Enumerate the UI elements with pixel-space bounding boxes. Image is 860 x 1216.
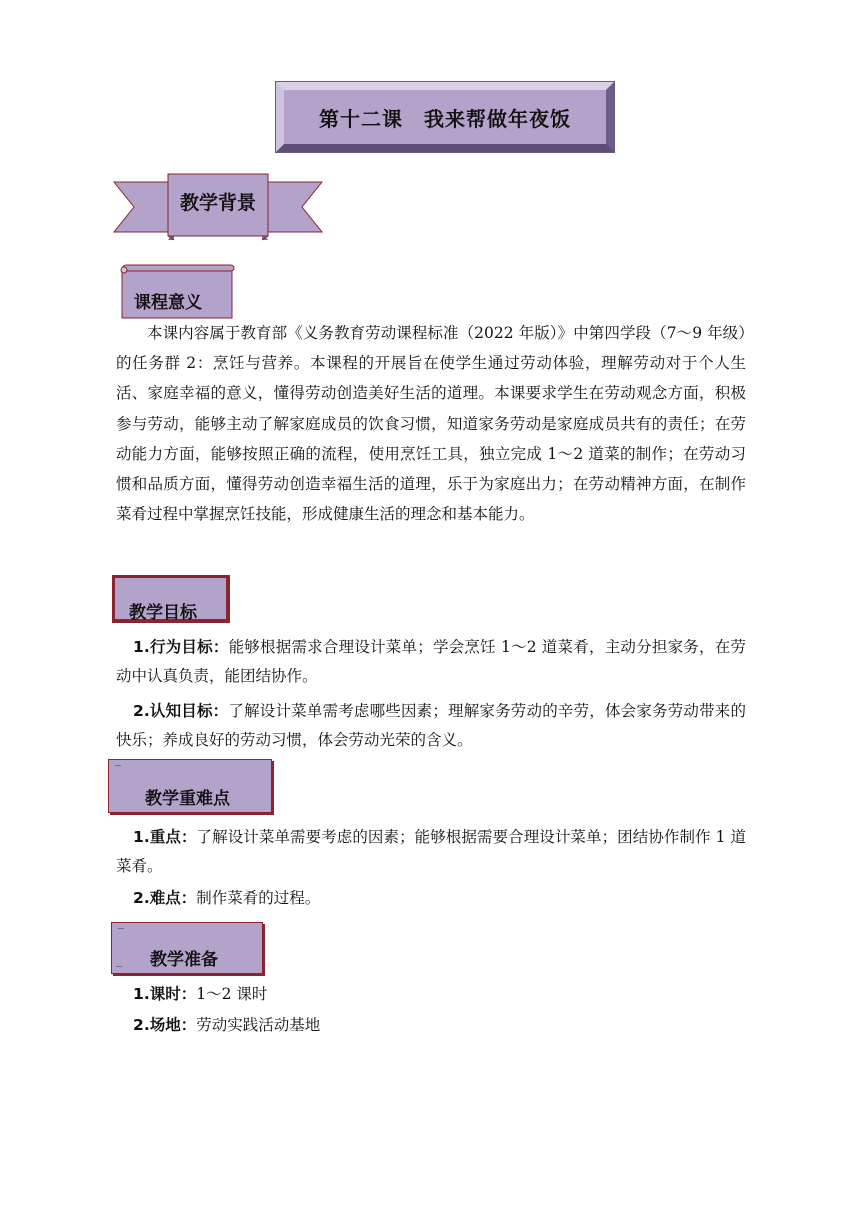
significance-paragraph: 本课内容属于教育部《义务教育劳动课程标准（2022 年版）》中第四学段（7～9 年级）的任务群 2：烹饪与营养。本课程的开展旨在使学生通过劳动体验，理解劳动对于个人生活、家庭幸福的意义，懂得劳动创造美好生活的道理。本课要求学生在劳动观念方面，积极参与劳动，能够主动了解家庭成员的饮食习惯，知道家务劳动是家庭成员共有的责任；在劳动能力方面，能够按照正确的流程，使用烹饪工具，独立完成 1～2 道菜的制作；在劳动习惯和品质方面，懂得劳动创造幸福生活的道理，乐于为家庭出力；在劳动精神方面，在制作菜肴过程中掌握烹饪技能，形成健康生活的理念和基本能力。 bbox=[116, 324, 746, 524]
prep-item-2 bbox=[116, 1011, 746, 1040]
goals-heading-box bbox=[112, 575, 230, 623]
significance-heading: 课程意义 bbox=[134, 293, 202, 313]
goal-item-2-label: 2.认知目标： bbox=[133, 702, 229, 720]
key-point-item-1 bbox=[116, 823, 746, 881]
goal-item-1 bbox=[116, 633, 746, 691]
goal-item-2-text: 了解设计菜单需考虑哪些因素；理解家务劳动的辛劳，体会家务劳动带来的快乐；养成良好的劳动习惯，体会劳动光荣的含义。 bbox=[116, 702, 746, 749]
prep-item-1-text: 1～2 课时 bbox=[196, 985, 268, 1003]
corner-mark bbox=[118, 928, 124, 929]
prep-item-2-text: 劳动实践活动基地 bbox=[196, 1016, 321, 1034]
goal-item-1-text: 能够根据需求合理设计菜单；学会烹饪 1～2 道菜肴，主动分担家务，在劳动中认真负责，能团结协作。 bbox=[116, 638, 746, 685]
preparation-heading-box bbox=[111, 922, 263, 974]
key-point-item-1-text: 了解设计菜单需要考虑的因素；能够根据需要合理设计菜单；团结协作制作 1 道菜肴。 bbox=[116, 828, 746, 875]
lesson-title: 第十二课 我来帮做年夜饭 bbox=[319, 106, 571, 131]
prep-item-1 bbox=[116, 980, 746, 1009]
key-point-item-2-text: 制作菜肴的过程。 bbox=[196, 889, 321, 907]
lesson-title-box bbox=[276, 82, 614, 152]
key-points-heading: 教学重难点 bbox=[145, 789, 230, 809]
key-point-item-2 bbox=[116, 884, 746, 913]
goal-item-2 bbox=[116, 697, 746, 755]
key-points-heading-box bbox=[108, 759, 272, 813]
background-ribbon-heading bbox=[112, 172, 324, 244]
goal-item-1-label: 1.行为目标： bbox=[133, 638, 229, 656]
key-point-item-1-label: 1.重点： bbox=[133, 828, 197, 846]
background-heading: 教学背景 bbox=[179, 192, 256, 214]
preparation-heading: 教学准备 bbox=[150, 950, 218, 970]
significance-scroll-heading bbox=[118, 264, 236, 320]
key-point-item-2-label: 2.难点： bbox=[133, 889, 197, 907]
prep-item-1-label: 1.课时： bbox=[133, 985, 197, 1003]
corner-mark bbox=[115, 765, 121, 766]
corner-mark bbox=[116, 966, 122, 967]
prep-item-2-label: 2.场地： bbox=[133, 1016, 197, 1034]
goals-heading: 教学目标 bbox=[129, 603, 197, 623]
